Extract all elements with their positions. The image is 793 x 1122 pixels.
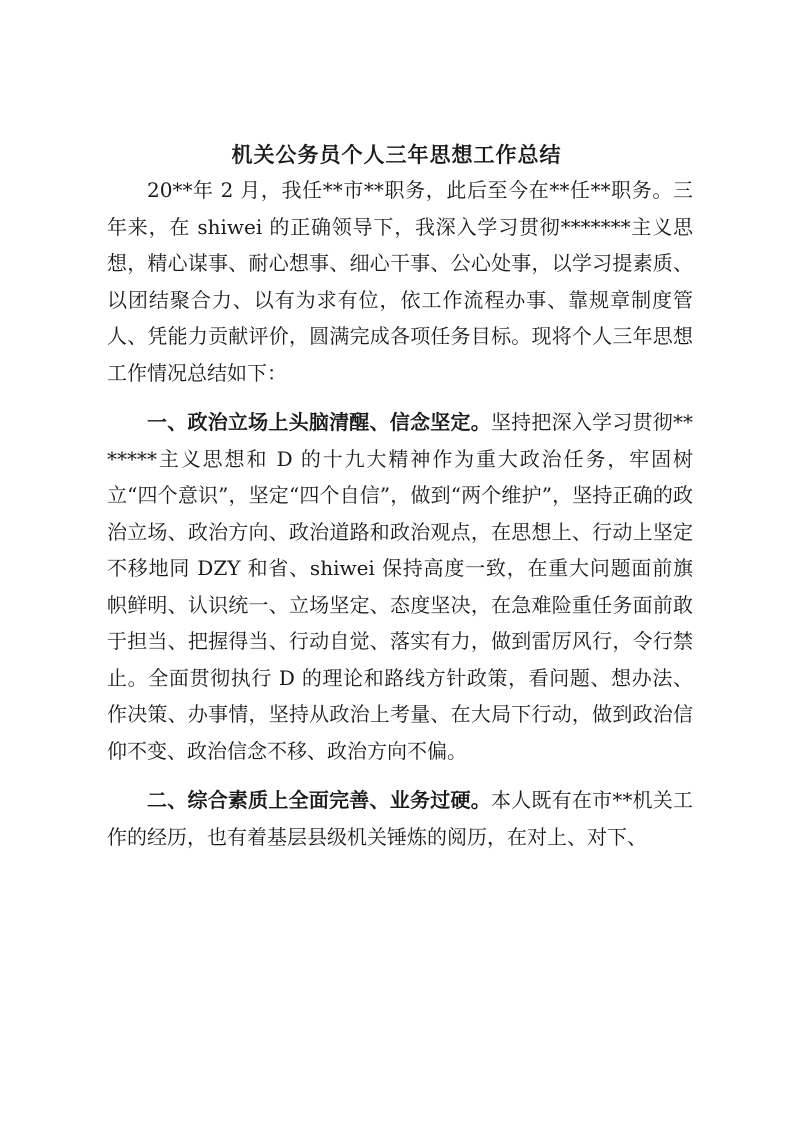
section-heading: 一、政治立场上头脑清醒、信念坚定。 [147, 410, 491, 434]
paragraph-intro [107, 172, 693, 391]
paragraph-section-2 [107, 782, 693, 855]
paragraph-section-1 [107, 404, 693, 769]
document-body [107, 172, 693, 855]
paragraph-text: 20**年 2 月，我任**市**职务，此后至今在**任**职务。三年来，在 shiwei 的正确领导下，我深入学习贯彻*******主义思想，精心谋事、耐心想事、细心干事、公心处事，以学习提素质、以团结聚合力、以有为求有位，依工作流程办事、靠规章制度管人、凭能力贡献评价，圆满完成各项任务目标。现将个人三年思想工作情况总结如下： [107, 178, 693, 385]
section-heading: 二、综合素质上全面完善、业务过硬。 [147, 788, 491, 812]
document-title: 机关公务员个人三年思想工作总结 [231, 142, 562, 167]
paragraph-text: 坚持把深入学习贯彻*******主义思想和 D 的十九大精神作为重大政治任务，牢固树立“四个意识”，坚定“四个自信”，做到“两个维护”，坚持正确的政治立场、政治方向、政治道路和政治观点，在思想上、行动上坚定不移地同 DZY 和省、shiwei 保持高度一致，在重大问题面前旗帜鲜明、认识统一、立场坚定、态度坚决，在急难险重任务面前敢于担当、把握得当、行动自觉、落实有力，做到雷厉风行，令行禁止。全面贯彻执行 D 的理论和路线方针政策，看问题、想办法、作决策、办事情，坚持从政治上考量、在大局下行动，做到政治信仰不变、政治信念不移、政治方向不偏。 [107, 410, 694, 763]
paragraph-text: 本人既有在市**机关工作的经历，也有着基层县级机关锤炼的阅历，在对上、对下、 [107, 788, 694, 849]
